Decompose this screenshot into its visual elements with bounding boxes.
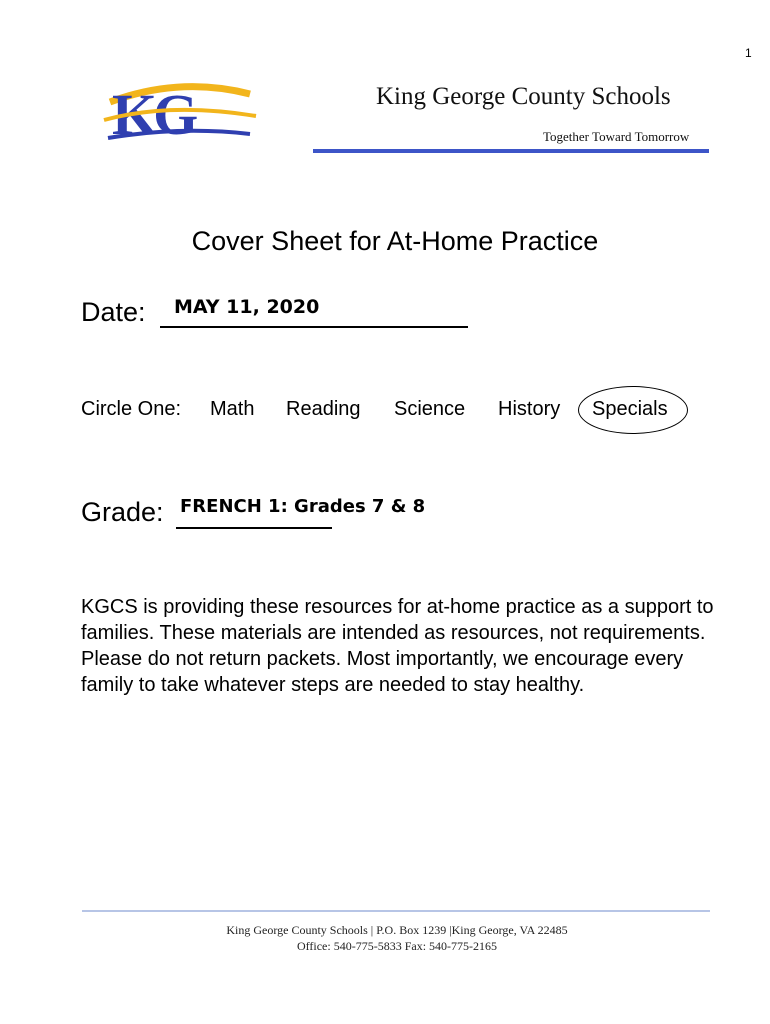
circle-one-label: Circle One: [81, 398, 182, 420]
selection-circle [578, 386, 688, 434]
subject-science: Science [394, 398, 466, 420]
school-name: King George County Schools [376, 83, 671, 110]
subject-specials: Specials [592, 398, 668, 420]
body-paragraph: KGCS is providing these resources for at-home practice as a support to families. These materials are intended as resources, not requirements. Please do not return packets. Most importantly, we encourage every family to take whatever steps are needed to stay healthy. [81, 596, 714, 696]
date-label: Date: [81, 297, 146, 327]
page-title: Cover Sheet for At-Home Practice [191, 226, 599, 256]
subject-reading: Reading [286, 398, 361, 420]
school-tagline: Together Toward Tomorrow [543, 129, 690, 144]
subject-math: Math [210, 398, 255, 420]
date-value: MAY 11, 2020 [174, 296, 320, 318]
page-number: 1 [745, 46, 752, 60]
grade-label: Grade: [81, 497, 164, 527]
footer-address: King George County Schools | P.O. Box 1239 |King George, VA 22485 [226, 923, 568, 937]
grade-underline [176, 527, 332, 529]
kgcs-logo [100, 72, 260, 144]
footer-rule [82, 910, 710, 912]
svg-text:KG: KG [112, 82, 195, 144]
subject-history: History [498, 398, 561, 420]
date-underline [160, 326, 468, 328]
grade-value: FRENCH 1: Grades 7 & 8 [180, 496, 426, 517]
header-rule [313, 149, 709, 153]
footer-contact: Office: 540-775-5833 Fax: 540-775-2165 [296, 939, 498, 953]
